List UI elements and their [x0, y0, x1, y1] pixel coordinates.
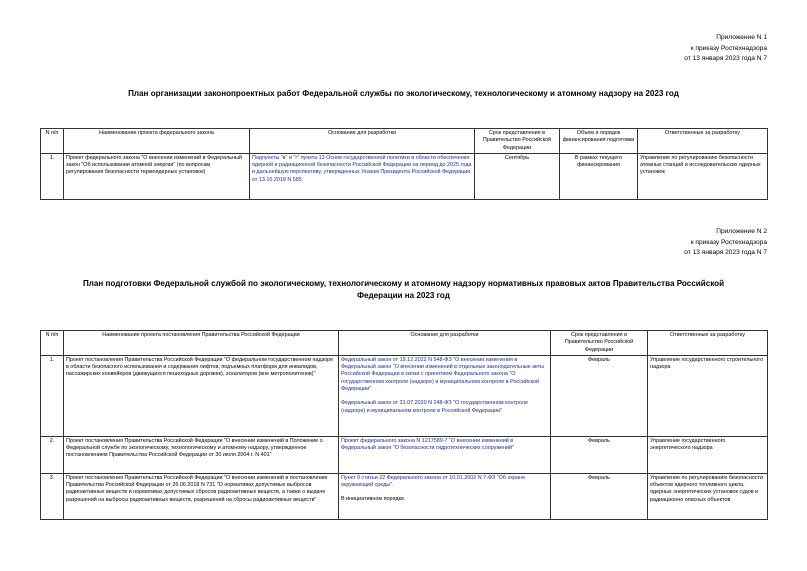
col-header-term: Срок представления в Правительство Российской Федерации [475, 129, 560, 154]
appendix-2-order: к приказу Ростехнадзора [690, 238, 767, 246]
appendix-1-table [40, 128, 768, 200]
row-num: 1. [41, 355, 64, 436]
appendix-1-order: к приказу Ростехнадзора [690, 44, 767, 52]
row-basis-note: В инициативном порядке. [341, 496, 406, 503]
col-header-finance: Объем и порядок финансирования подготовки [560, 129, 638, 154]
table-row [41, 153, 768, 199]
row-basis-link[interactable]: Пункт 9 статьи 22 Федерального закона от 10.01.2002 N 7-ФЗ "Об охране окружающей среды". [341, 474, 526, 489]
row-responsible: Управление по регулированию безопасности объектов ядерного топливного цикла, ядерных энергетических установок судов и радиационно опасных объектов [648, 473, 768, 519]
appendix-2-date: от 13 января 2023 года N 7 [684, 249, 767, 256]
col-header-num: N п/п [41, 129, 64, 154]
row-name: Проект постановления Правительства Российской Федерации "О внесении изменений в Положение о Федеральной службе по экологическому, технологическому и атомному надзору, утвержденное постановлением Правительства Российской Федерации от 30 июля 2004 г. N 401" [64, 436, 339, 473]
row-responsible: Управление государственного строительного надзора [648, 355, 768, 436]
col-header-basis: Основание для разработки [250, 129, 475, 154]
row-basis [339, 436, 551, 473]
appendix-2-title-line2: Федерации на 2023 год [357, 290, 450, 300]
appendix-2-label: Приложение N 2 [716, 228, 767, 235]
appendix-1-date: от 13 января 2023 года N 7 [684, 55, 767, 62]
row-name: Проект постановления Правительства Российской Федерации "О федеральном государственном надзоре в области безопасного использования и содержания лифтов, подъемных платформ для инвалидов, пассажирских конвейеров (движущихся пешеходных дорожек), эскалаторов (вне метрополитенов)" [64, 355, 339, 436]
appendix-2-title-line1: План подготовки Федеральной службой по экологическому, технологическому и атомному надзору нормативных правовых актов Правительства Российской [82, 279, 725, 288]
row-term: Февраль [551, 473, 648, 519]
row-basis-link[interactable]: Проект федерального закона N 1217589-7 "О внесении изменений в Федеральный закон "О безопасности гидротехнических сооружений" [341, 437, 514, 452]
row-basis [339, 473, 551, 519]
row-name: Проект федерального закона "О внесении изменений в Федеральный закон "Об использовании атомной энергии" (по вопросам регулирования безопасности термоядерных установок) [64, 153, 250, 199]
appendix-1-header [684, 33, 767, 65]
row-term: Февраль [551, 355, 648, 436]
row-name: Проект постановления Правительства Российской Федерации "О внесении изменений в постановление Правительства Российской Федерации от 26.06.2018 N 731 "О нормативах допустимых выбросов радиоактивных веществ и нормативах допустимых сбросов радиоактивных веществ, а также о выдаче разрешений на выбросы радиоактивных веществ, разрешений на сбросы радиоактивных веществ" [64, 473, 339, 519]
row-finance: В рамках текущего финансирования [560, 153, 638, 199]
row-basis-link[interactable]: Федеральный закон от 31.07.2020 N 248-ФЗ "О государственном контроле (надзоре) и муниципальном контроле в Российской Федерации" [341, 400, 528, 414]
row-basis-link[interactable]: Подпункты "в" и "г" пункта 13 Основ государственной политики в области обеспечения ядерной и радиационной безопасности Российской Федерации на период до 2025 года и дальнейшую перспективу, утвержденных Указом Президента Российской Федерации от 13.10.2018 N 585 [250, 153, 475, 199]
row-basis [339, 355, 551, 436]
row-num: 3. [41, 473, 64, 519]
row-responsible: Управление по регулированию безопасности атомных станций и исследовательских ядерных установок [638, 153, 768, 199]
col-header-term: Срок представления в Правительство Российской Федерации [551, 331, 648, 356]
appendix-2-table [40, 330, 768, 520]
appendix-2-title [0, 278, 807, 301]
col-header-responsible: Ответственные за разработку [648, 331, 768, 356]
row-num: 2. [41, 436, 64, 473]
appendix-1-label: Приложение N 1 [716, 34, 767, 41]
appendix-2-header [684, 227, 767, 259]
row-basis-link[interactable]: Федеральный закон от 19.12.2022 N 548-ФЗ "О внесении изменения в Федеральный закон "О внесении изменений в отдельные законодательные акты Российской Федерации в связи с принятием Федерального закона "О государственном контроле (надзоре) и муниципальном контроле в Российской Федерации" [341, 356, 544, 393]
table-row [41, 355, 768, 436]
col-header-name: Наименование проекта постановления Правительства Российской Федерации [64, 331, 339, 356]
row-term: Сентябрь [475, 153, 560, 199]
appendix-1-title: План организации законопроектных работ Федеральной службы по экологическому, технологическому и атомному надзору на 2023 год [128, 89, 679, 98]
table-row [41, 436, 768, 473]
row-responsible: Управление государственного энергетического надзора [648, 436, 768, 473]
col-header-name: Наименование проекта федерального закона [64, 129, 250, 154]
appendix-1-table-header [41, 129, 768, 154]
table-row [41, 473, 768, 519]
col-header-basis: Основание для разработки [339, 331, 551, 356]
appendix-2-table-header [41, 331, 768, 356]
row-term: Февраль [551, 436, 648, 473]
row-num: 1. [41, 153, 64, 199]
col-header-num: N п/п [41, 331, 64, 356]
col-header-responsible: Ответственные за разработку [638, 129, 768, 154]
